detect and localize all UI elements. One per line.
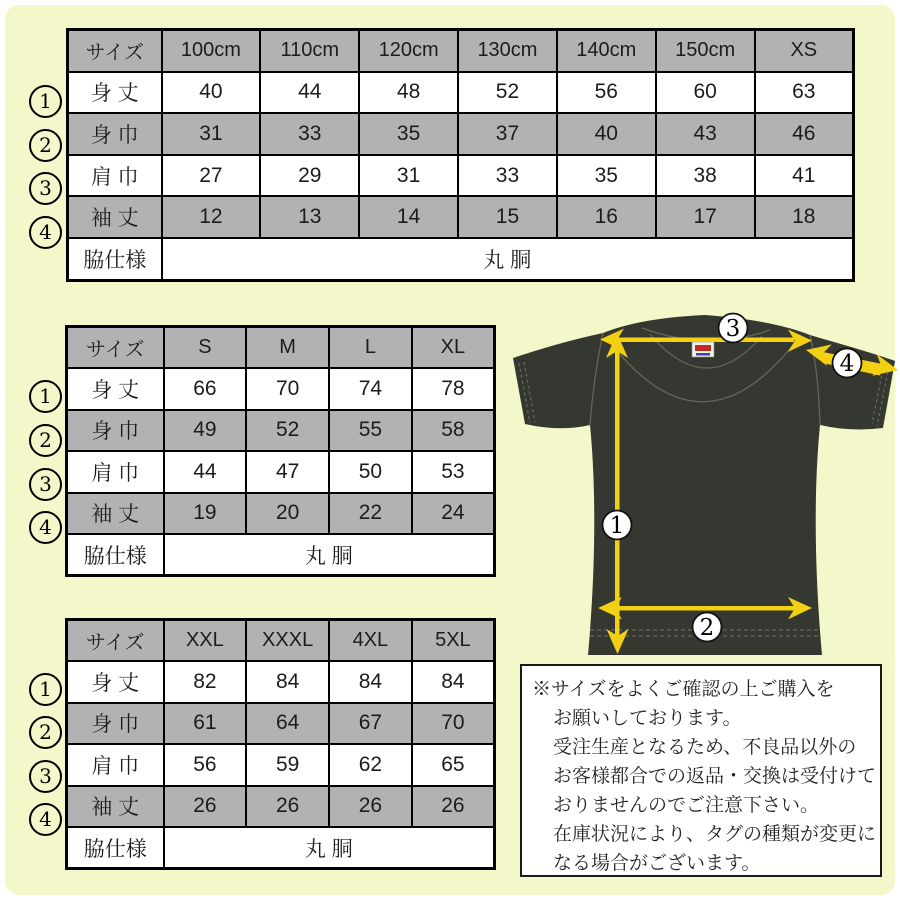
size-value: 33 <box>260 113 359 155</box>
row-label: 脇仕様 <box>67 827 164 869</box>
size-value: 35 <box>557 155 656 197</box>
col-header: 5XL <box>412 620 495 662</box>
col-header: サイズ <box>67 620 164 662</box>
row-marker-1: 1 <box>29 85 62 118</box>
col-header: S <box>164 327 247 369</box>
col-header: L <box>329 327 412 369</box>
purchase-notice-box <box>520 664 882 877</box>
row-label: 肩 巾 <box>67 744 164 785</box>
col-header: XS <box>755 30 854 72</box>
row-label: 袖 丈 <box>68 196 162 238</box>
table-row <box>67 368 495 409</box>
size-value: 12 <box>162 196 261 238</box>
size-value: 15 <box>458 196 557 238</box>
notice-line: ※サイズをよくご確認の上ご購入を <box>532 679 835 700</box>
size-value: 63 <box>755 72 854 114</box>
size-value: 84 <box>246 661 329 702</box>
diagram-marker-4: 4 <box>839 351 855 377</box>
row-label: 脇仕様 <box>68 238 162 280</box>
table-row <box>68 72 854 114</box>
col-header: 150cm <box>656 30 755 72</box>
side-spec-value: 丸 胴 <box>164 827 495 869</box>
size-value: 31 <box>359 155 458 197</box>
row-label: 身 巾 <box>67 410 164 451</box>
row-marker-2: 2 <box>29 424 62 457</box>
size-value: 84 <box>329 661 412 702</box>
size-value: 70 <box>412 703 495 744</box>
row-marker-4: 4 <box>29 216 62 249</box>
table-row <box>67 451 495 492</box>
row-label: 身 巾 <box>67 703 164 744</box>
col-header: 130cm <box>458 30 557 72</box>
row-label: 袖 丈 <box>67 493 164 534</box>
row-label: 身 丈 <box>68 72 162 114</box>
row-marker-2: 2 <box>29 129 62 162</box>
table-header-row <box>68 30 854 72</box>
size-value: 16 <box>557 196 656 238</box>
diagram-marker-1: 1 <box>609 513 625 539</box>
col-header: M <box>246 327 329 369</box>
size-value: 52 <box>458 72 557 114</box>
table-row <box>68 113 854 155</box>
table-footer-row <box>67 827 495 869</box>
col-header: サイズ <box>67 327 164 369</box>
tshirt-diagram <box>498 306 900 658</box>
table-row <box>68 155 854 197</box>
size-value: 49 <box>164 410 247 451</box>
row-marker-3: 3 <box>29 468 62 501</box>
size-value: 66 <box>164 368 247 409</box>
size-value: 44 <box>260 72 359 114</box>
size-value: 50 <box>329 451 412 492</box>
size-value: 84 <box>412 661 495 702</box>
size-value: 40 <box>162 72 261 114</box>
notice-line: 在庫状況により、タグの種類が変更に <box>553 824 877 845</box>
table-row <box>67 410 495 451</box>
size-value: 13 <box>260 196 359 238</box>
size-value: 56 <box>164 744 247 785</box>
col-header: XXXL <box>246 620 329 662</box>
row-marker-3: 3 <box>29 760 62 793</box>
size-value: 55 <box>329 410 412 451</box>
size-value: 43 <box>656 113 755 155</box>
size-value: 17 <box>656 196 755 238</box>
size-value: 61 <box>164 703 247 744</box>
size-value: 14 <box>359 196 458 238</box>
side-spec-value: 丸 胴 <box>164 534 495 576</box>
notice-line: おりませんのでご注意下さい。 <box>553 795 820 816</box>
table-row <box>67 744 495 785</box>
side-spec-value: 丸 胴 <box>162 238 854 280</box>
size-value: 40 <box>557 113 656 155</box>
size-table-s-xl <box>65 325 496 577</box>
size-value: 64 <box>246 703 329 744</box>
size-value: 53 <box>412 451 495 492</box>
size-value: 65 <box>412 744 495 785</box>
size-value: 44 <box>164 451 247 492</box>
size-value: 59 <box>246 744 329 785</box>
row-marker-1: 1 <box>29 673 62 706</box>
size-value: 56 <box>557 72 656 114</box>
size-value: 37 <box>458 113 557 155</box>
size-value: 31 <box>162 113 261 155</box>
row-marker-3: 3 <box>29 172 62 205</box>
size-value: 22 <box>329 493 412 534</box>
col-header: 110cm <box>260 30 359 72</box>
table-row <box>67 493 495 534</box>
row-marker-4: 4 <box>29 803 62 836</box>
col-header: サイズ <box>68 30 162 72</box>
size-value: 24 <box>412 493 495 534</box>
size-value: 52 <box>246 410 329 451</box>
table-row <box>67 786 495 827</box>
col-header: XL <box>412 327 495 369</box>
row-marker-2: 2 <box>29 716 62 749</box>
size-value: 58 <box>412 410 495 451</box>
row-marker-4: 4 <box>29 511 62 544</box>
notice-line: お願いしております。 <box>553 708 742 729</box>
col-header: XXL <box>164 620 247 662</box>
size-value: 18 <box>755 196 854 238</box>
size-table-100-xs <box>66 28 855 282</box>
table-row <box>67 703 495 744</box>
size-value: 29 <box>260 155 359 197</box>
size-value: 78 <box>412 368 495 409</box>
size-value: 26 <box>329 786 412 827</box>
size-value: 48 <box>359 72 458 114</box>
notice-line: お客様都合での返品・交換は受付けて <box>553 766 877 787</box>
notice-line: なる場合がございます。 <box>553 853 761 874</box>
row-label: 肩 巾 <box>68 155 162 197</box>
size-value: 33 <box>458 155 557 197</box>
notice-line: 受注生産となるため、不良品以外の <box>553 737 857 758</box>
row-label: 袖 丈 <box>67 786 164 827</box>
brand-tag <box>692 342 714 357</box>
row-label: 脇仕様 <box>67 534 164 576</box>
size-value: 67 <box>329 703 412 744</box>
row-label: 肩 巾 <box>67 451 164 492</box>
size-value: 26 <box>164 786 247 827</box>
table-row <box>68 196 854 238</box>
table-row <box>67 661 495 702</box>
diagram-marker-2: 2 <box>699 615 715 641</box>
size-value: 82 <box>164 661 247 702</box>
size-value: 26 <box>412 786 495 827</box>
table-header-row <box>67 620 495 662</box>
row-label: 身 丈 <box>67 368 164 409</box>
size-value: 19 <box>164 493 247 534</box>
size-value: 20 <box>246 493 329 534</box>
size-value: 70 <box>246 368 329 409</box>
size-value: 74 <box>329 368 412 409</box>
size-value: 62 <box>329 744 412 785</box>
col-header: 120cm <box>359 30 458 72</box>
size-value: 46 <box>755 113 854 155</box>
row-label: 身 巾 <box>68 113 162 155</box>
table-footer-row <box>67 534 495 576</box>
size-value: 47 <box>246 451 329 492</box>
size-value: 41 <box>755 155 854 197</box>
row-label: 身 丈 <box>67 661 164 702</box>
row-marker-1: 1 <box>29 380 62 413</box>
diagram-marker-3: 3 <box>725 316 741 342</box>
size-value: 26 <box>246 786 329 827</box>
size-value: 60 <box>656 72 755 114</box>
table-header-row <box>67 327 495 369</box>
col-header: 100cm <box>162 30 261 72</box>
size-value: 35 <box>359 113 458 155</box>
col-header: 140cm <box>557 30 656 72</box>
table-footer-row <box>68 238 854 280</box>
size-value: 38 <box>656 155 755 197</box>
col-header: 4XL <box>329 620 412 662</box>
size-table-xxl-5xl <box>65 618 496 870</box>
size-value: 27 <box>162 155 261 197</box>
